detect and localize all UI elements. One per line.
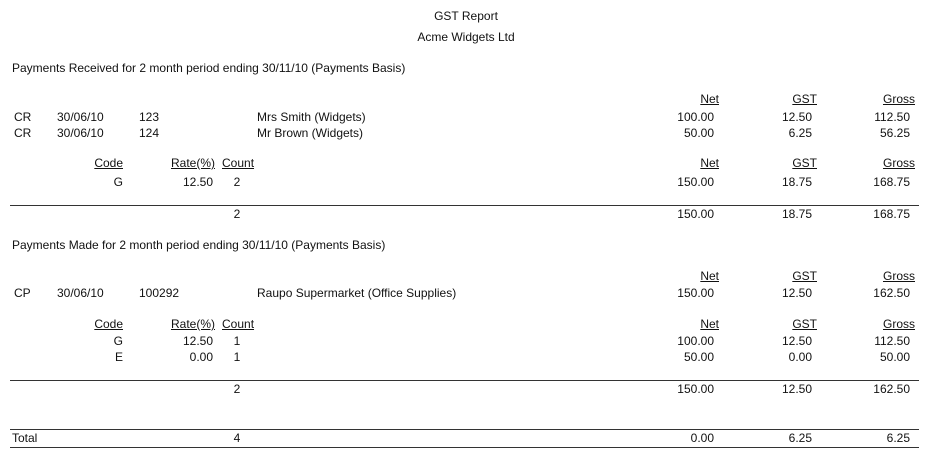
summary-gst: 18.75: [781, 175, 812, 189]
summary-gross: 112.50: [874, 334, 910, 348]
received-code-header: Code: [94, 156, 123, 170]
received-heading: Payments Received for 2 month period ending 30/11/10 (Payments Basis): [12, 61, 406, 75]
row-ref: 100292: [139, 286, 180, 300]
row-date: 30/06/10: [57, 110, 104, 124]
total-gross: 168.75: [873, 207, 910, 221]
received-summary-gst-header: GST: [792, 156, 817, 170]
row-gst: 6.25: [788, 126, 812, 140]
received-gst-header: GST: [792, 92, 817, 106]
row-ref: 124: [139, 126, 160, 140]
summary-rate: 12.50: [182, 334, 213, 348]
made-net-header: Net: [700, 269, 719, 283]
company-name: Acme Widgets Ltd: [417, 30, 515, 44]
received-summary-gross-header: Gross: [882, 156, 915, 170]
row-net: 150.00: [677, 286, 714, 300]
made-gst-header: GST: [792, 269, 817, 283]
row-gross: 112.50: [874, 110, 910, 124]
summary-count: 1: [233, 334, 241, 348]
total-net: 150.00: [677, 207, 714, 221]
received-rate-header: Rate(%): [170, 156, 215, 170]
grand-total-label: Total: [12, 431, 38, 445]
divider: [10, 205, 919, 206]
received-net-header: Net: [700, 92, 719, 106]
summary-code: E: [114, 350, 123, 364]
row-date: 30/06/10: [57, 126, 104, 140]
row-date: 30/06/10: [57, 286, 104, 300]
divider: [10, 429, 919, 430]
summary-count: 1: [233, 350, 241, 364]
summary-gst: 12.50: [781, 334, 812, 348]
row-net: 100.00: [677, 110, 714, 124]
summary-gross: 50.00: [879, 350, 910, 364]
row-type: CP: [14, 286, 31, 300]
row-gst: 12.50: [781, 286, 812, 300]
summary-code: G: [113, 334, 123, 348]
total-net: 150.00: [677, 382, 714, 396]
row-type: CR: [14, 110, 32, 124]
summary-net: 150.00: [677, 175, 714, 189]
row-type: CR: [14, 126, 32, 140]
total-gst: 18.75: [781, 207, 812, 221]
grand-total-gst: 6.25: [788, 431, 812, 445]
made-heading: Payments Made for 2 month period ending 30/11/10 (Payments Basis): [12, 238, 386, 252]
row-ref: 123: [139, 110, 160, 124]
row-gross: 162.50: [873, 286, 910, 300]
made-rate-header: Rate(%): [170, 317, 215, 331]
received-summary-net-header: Net: [700, 156, 719, 170]
summary-gross: 168.75: [873, 175, 910, 189]
row-name: Raupo Supermarket (Office Supplies): [257, 286, 457, 300]
total-count: 2: [233, 382, 241, 396]
summary-code: G: [113, 175, 123, 189]
grand-total-gross: 6.25: [886, 431, 910, 445]
made-summary-net-header: Net: [700, 317, 719, 331]
made-summary-gst-header: GST: [792, 317, 817, 331]
made-count-header: Count: [222, 317, 255, 331]
received-gross-header: Gross: [882, 92, 915, 106]
row-gst: 12.50: [781, 110, 812, 124]
grand-total-net: 0.00: [690, 431, 714, 445]
summary-count: 2: [233, 175, 241, 189]
report-title: GST Report: [434, 9, 498, 23]
row-name: Mrs Smith (Widgets): [257, 110, 366, 124]
made-gross-header: Gross: [882, 269, 915, 283]
row-name: Mr Brown (Widgets): [257, 126, 364, 140]
total-gross: 162.50: [873, 382, 910, 396]
summary-rate: 12.50: [182, 175, 213, 189]
grand-total-count: 4: [233, 431, 241, 445]
summary-net: 100.00: [677, 334, 714, 348]
row-net: 50.00: [683, 126, 714, 140]
summary-gst: 0.00: [788, 350, 812, 364]
total-gst: 12.50: [781, 382, 812, 396]
made-summary-gross-header: Gross: [882, 317, 915, 331]
total-count: 2: [233, 207, 241, 221]
summary-net: 50.00: [683, 350, 714, 364]
made-code-header: Code: [94, 317, 123, 331]
row-gross: 56.25: [879, 126, 910, 140]
summary-rate: 0.00: [189, 350, 213, 364]
divider: [10, 447, 919, 448]
divider: [10, 380, 919, 381]
received-count-header: Count: [222, 156, 255, 170]
